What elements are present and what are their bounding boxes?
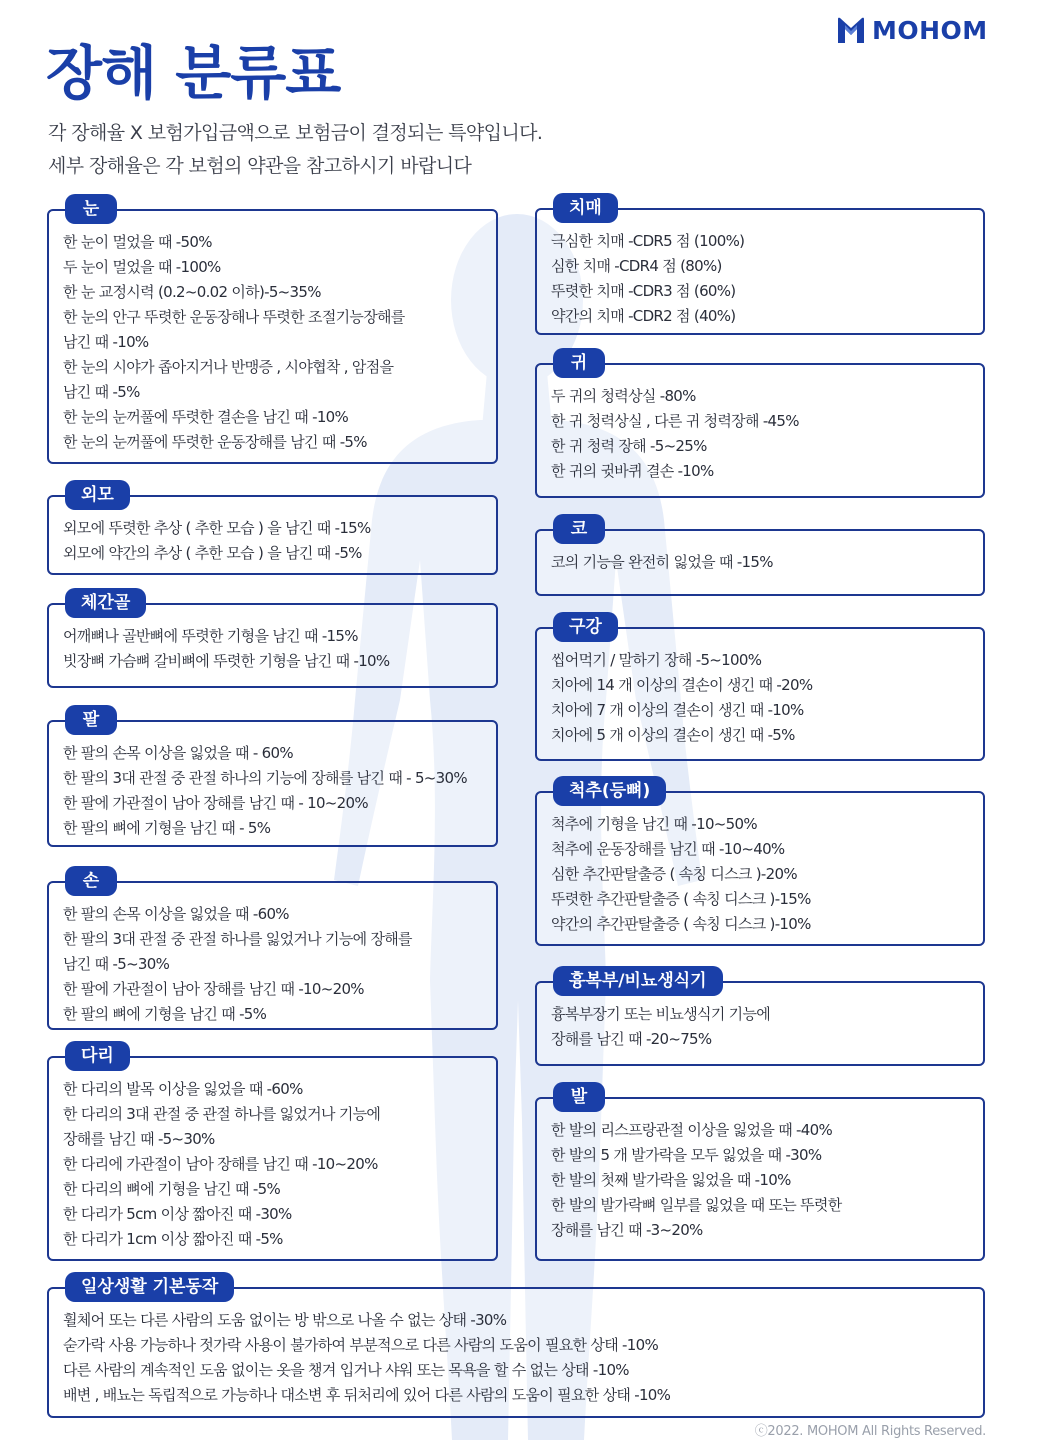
list-item: 남긴 때 -5~30% [63,955,170,973]
list-item: 외모에 뚜렷한 추상 ( 추한 모습 ) 을 남긴 때 -15% [63,519,371,537]
list-item: 어깨뼈나 골반뼈에 뚜렷한 기형을 남긴 때 -15% [63,627,358,645]
list-item: 치아에 14 개 이상의 결손이 생긴 때 -20% [551,676,813,694]
section-label: 치매 [553,193,618,223]
list-item: 코의 기능을 완전히 잃었을 때 -15% [551,553,773,571]
list-item: 심한 치매 -CDR4 점 (80%) [551,257,722,275]
page-subtitle [48,117,542,183]
brand-logo [836,14,988,46]
list-item: 장해를 남긴 때 -5~30% [63,1130,215,1148]
section-nose [535,519,985,596]
list-item: 두 귀의 청력상실 -80% [551,387,696,405]
list-item: 흉복부장기 또는 비뇨생식기 기능에 [551,1005,771,1023]
list-item: 한 다리의 3대 관절 중 관절 하나를 잃었거나 기능에 [63,1105,381,1123]
section-label: 흉복부/비뇨생식기 [553,966,723,996]
list-item: 약간의 치매 -CDR2 점 (40%) [551,307,736,325]
list-item: 한 귀 청력상실 , 다른 귀 청력장해 -45% [551,412,799,430]
section-label: 구강 [553,612,618,642]
section-label: 손 [65,866,117,896]
list-item: 한 팔의 뼈에 기형을 남긴 때 -5% [63,1005,267,1023]
list-item: 한 다리의 발목 이상을 잃었을 때 -60% [63,1080,303,1098]
section-mouth [535,617,985,761]
item-list [537,629,983,756]
list-item: 빗장뼈 가슴뼈 갈비뼈에 뚜렷한 기형을 남긴 때 -10% [63,652,390,670]
section-eye [47,199,498,464]
list-item: 한 발의 리스프랑관절 이상을 잃었을 때 -40% [551,1121,833,1139]
list-item: 한 발의 5 개 발가락을 모두 잃었을 때 -30% [551,1146,822,1164]
subtitle-line: 각 장해율 X 보험가입금액으로 보험금이 결정되는 특약입니다. [48,122,543,144]
list-item: 한 팔의 3대 관절 중 관절 하나를 잃었거나 기능에 장해를 [63,930,412,948]
item-list [49,1289,983,1416]
section-label: 팔 [65,705,117,735]
section-appearance [47,485,498,575]
list-item: 다른 사람의 계속적인 도움 없이는 옷을 챙겨 입거나 샤워 또는 목욕을 할 수 없는 상태 -10% [63,1361,629,1379]
list-item: 한 발의 발가락뼈 일부를 잃었을 때 또는 뚜렷한 [551,1196,842,1214]
list-item: 한 눈 교정시력 (0.2~0.02 이하)-5~35% [63,283,321,301]
list-item: 장해를 남긴 때 -3~20% [551,1221,703,1239]
item-list [537,365,983,492]
list-item: 약간의 추간판탈출증 ( 속칭 디스크 )-10% [551,915,811,933]
item-list [49,883,496,1035]
list-item: 한 눈의 눈꺼풀에 뚜렷한 운동장해를 남긴 때 -5% [63,433,367,451]
list-item: 한 발의 첫째 발가락을 잃었을 때 -10% [551,1171,791,1189]
list-item: 치아에 7 개 이상의 결손이 생긴 때 -10% [551,701,804,719]
item-list [49,1058,496,1260]
section-label: 일상생활 기본동작 [65,1272,234,1302]
list-item: 남긴 때 -5% [63,383,140,401]
list-item: 한 다리의 뼈에 기형을 남긴 때 -5% [63,1180,280,1198]
section-label: 발 [553,1082,605,1112]
item-list [49,722,496,849]
section-label: 척추(등뼈) [553,776,666,806]
list-item: 뚜렷한 치매 -CDR3 점 (60%) [551,282,736,300]
section-label: 코 [553,514,605,544]
list-item: 배변 , 배뇨는 독립적으로 가능하나 대소변 후 뒤처리에 있어 다른 사람의 도움이 필요한 상태 -10% [63,1386,671,1404]
list-item: 한 팔의 3대 관절 중 관절 하나의 기능에 장해를 남긴 때 - 5~30% [63,769,467,787]
list-item: 장해를 남긴 때 -20~75% [551,1030,712,1048]
page-title: 장해 분류표 [46,39,341,107]
item-list [537,210,983,337]
list-item: 씹어먹기 / 말하기 장해 -5~100% [551,651,762,669]
list-item: 두 눈이 멀었을 때 -100% [63,258,221,276]
section-arm [47,710,498,847]
section-spine [535,781,985,946]
list-item: 한 팔의 손목 이상을 잃었을 때 -60% [63,905,289,923]
list-item: 휠체어 또는 다른 사람의 도움 없이는 방 밖으로 나올 수 없는 상태 -30% [63,1311,507,1329]
list-item: 척추에 운동장해를 남긴 때 -10~40% [551,840,785,858]
item-list [537,531,983,583]
list-item: 한 다리가 5cm 이상 짧아진 때 -30% [63,1205,292,1223]
list-item: 남긴 때 -10% [63,333,149,351]
list-item: 한 팔에 가관절이 남아 장해를 남긴 때 - 10~20% [63,794,368,812]
item-list [537,793,983,945]
list-item: 심한 추간판탈출증 ( 속칭 디스크 )-20% [551,865,797,883]
section-label: 눈 [65,194,117,224]
list-item: 한 팔의 손목 이상을 잃었을 때 - 60% [63,744,293,762]
section-label: 체간골 [65,588,146,618]
list-item: 한 눈의 안구 뚜렷한 운동장해나 뚜렷한 조절기능장해를 [63,308,405,326]
list-item: 한 눈이 멀었을 때 -50% [63,233,212,251]
list-item: 숟가락 사용 가능하나 젓가락 사용이 불가하여 부분적으로 다른 사람의 도움이 필요한 상태 -10% [63,1336,659,1354]
section-hand [47,871,498,1030]
section-ear [535,353,985,498]
list-item: 한 팔의 뼈에 기형을 남긴 때 - 5% [63,819,271,837]
m-logo-icon [836,15,866,45]
section-abdomen [535,971,985,1066]
list-item: 한 다리에 가관절이 남아 장해를 남긴 때 -10~20% [63,1155,378,1173]
section-label: 외모 [65,480,130,510]
section-foot [535,1087,985,1261]
subtitle-line: 세부 장해율은 각 보험의 약관을 참고하시기 바랍니다 [48,155,472,177]
list-item: 극심한 치매 -CDR5 점 (100%) [551,232,745,250]
section-daily-living [47,1277,985,1418]
list-item: 척추에 기형을 남긴 때 -10~50% [551,815,757,833]
section-trunk [47,593,498,688]
section-leg [47,1046,498,1261]
list-item: 치아에 5 개 이상의 결손이 생긴 때 -5% [551,726,795,744]
list-item: 한 눈의 시야가 좁아지거나 반맹증 , 시야협착 , 암점을 [63,358,394,376]
item-list [49,211,496,463]
section-dementia [535,198,985,335]
list-item: 뚜렷한 추간판탈출증 ( 속칭 디스크 )-15% [551,890,811,908]
list-item: 한 다리가 1cm 이상 짧아진 때 -5% [63,1230,283,1248]
brand-name: MOHOM [872,15,988,45]
item-list [537,1099,983,1251]
list-item: 한 귀 청력 장해 -5~25% [551,437,707,455]
list-item: 한 귀의 귓바퀴 결손 -10% [551,462,714,480]
section-label: 다리 [65,1041,130,1071]
list-item: 한 팔에 가관절이 남아 장해를 남긴 때 -10~20% [63,980,364,998]
section-label: 귀 [553,348,605,378]
copyright: ⓒ2022. MOHOM All Rights Reserved. [754,1424,986,1439]
list-item: 한 눈의 눈꺼풀에 뚜렷한 결손을 남긴 때 -10% [63,408,349,426]
list-item: 외모에 약간의 추상 ( 추한 모습 ) 을 남긴 때 -5% [63,544,362,562]
